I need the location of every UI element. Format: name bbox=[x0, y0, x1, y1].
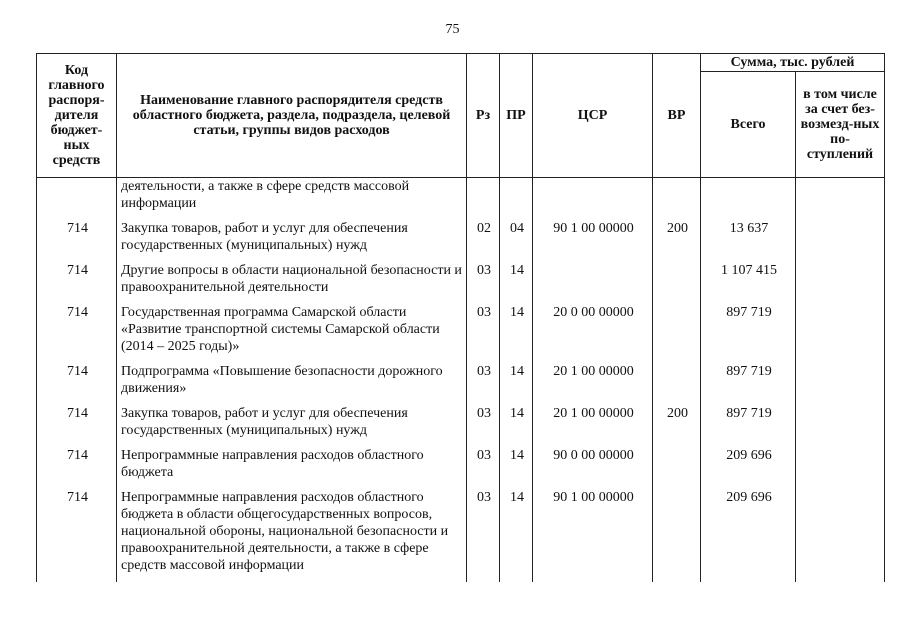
row-vr bbox=[653, 262, 701, 304]
row-vr bbox=[653, 363, 701, 405]
table-row bbox=[37, 489, 885, 582]
row-vr bbox=[653, 304, 701, 363]
header-total: Всего bbox=[701, 72, 796, 178]
row-total: 897 719 bbox=[701, 405, 796, 447]
continuation-text: деятельности, а также в сфере средств массовой информации bbox=[117, 178, 467, 221]
table-row bbox=[37, 405, 885, 447]
row-vr bbox=[653, 447, 701, 489]
table-body bbox=[37, 178, 885, 583]
row-pr: 14 bbox=[500, 447, 533, 489]
row-pr: 04 bbox=[500, 220, 533, 262]
row-gratuitous bbox=[796, 262, 885, 304]
row-vr: 200 bbox=[653, 220, 701, 262]
row-gratuitous bbox=[796, 363, 885, 405]
row-pr: 14 bbox=[500, 405, 533, 447]
row-name: Другие вопросы в области национальной безопасности и правоохранительной деятельности bbox=[117, 262, 467, 304]
row-pr: 14 bbox=[500, 363, 533, 405]
row-gratuitous bbox=[796, 447, 885, 489]
row-rz: 03 bbox=[467, 363, 500, 405]
row-pr: 14 bbox=[500, 304, 533, 363]
row-csr: 90 0 00 00000 bbox=[533, 447, 653, 489]
row-csr: 90 1 00 00000 bbox=[533, 489, 653, 582]
row-name: Подпрограмма «Повышение безопасности дорожного движения» bbox=[117, 363, 467, 405]
row-total: 897 719 bbox=[701, 304, 796, 363]
row-pr: 14 bbox=[500, 262, 533, 304]
row-csr: 20 1 00 00000 bbox=[533, 405, 653, 447]
row-code: 714 bbox=[37, 363, 117, 405]
header-name: Наименование главного распорядителя средств областного бюджета, раздела, подраздела, целевой статьи, группы видов расходов bbox=[117, 54, 467, 178]
continuation-row bbox=[37, 178, 885, 221]
header-rz: Рз bbox=[467, 54, 500, 178]
row-total: 897 719 bbox=[701, 363, 796, 405]
header-vr: ВР bbox=[653, 54, 701, 178]
row-csr: 90 1 00 00000 bbox=[533, 220, 653, 262]
page-number: 75 bbox=[445, 22, 460, 37]
row-total: 1 107 415 bbox=[701, 262, 796, 304]
row-rz: 03 bbox=[467, 262, 500, 304]
row-rz: 03 bbox=[467, 304, 500, 363]
row-rz: 03 bbox=[467, 447, 500, 489]
row-name: Закупка товаров, работ и услуг для обеспечения государственных (муниципальных) нужд bbox=[117, 405, 467, 447]
row-gratuitous bbox=[796, 405, 885, 447]
row-name: Непрограммные направления расходов областного бюджета в области общегосударственных вопросов, национальной обороны, национальной безопасности и правоохранительной деятельности, а также в сфере средств массовой информации bbox=[117, 489, 467, 582]
row-code: 714 bbox=[37, 304, 117, 363]
table-row bbox=[37, 304, 885, 363]
header-sum: Сумма, тыс. рублей bbox=[701, 54, 885, 72]
row-code: 714 bbox=[37, 447, 117, 489]
row-total: 13 637 bbox=[701, 220, 796, 262]
row-name: Государственная программа Самарской области «Развитие транспортной системы Самарской области (2014 – 2025 годы)» bbox=[117, 304, 467, 363]
row-total: 209 696 bbox=[701, 489, 796, 582]
row-csr: 20 0 00 00000 bbox=[533, 304, 653, 363]
row-gratuitous bbox=[796, 304, 885, 363]
header-pr: ПР bbox=[500, 54, 533, 178]
row-rz: 03 bbox=[467, 489, 500, 582]
row-name: Закупка товаров, работ и услуг для обеспечения государственных (муниципальных) нужд bbox=[117, 220, 467, 262]
header-code: Код главного распоря-дителя бюджет-ных средств bbox=[37, 54, 117, 178]
row-gratuitous bbox=[796, 489, 885, 582]
row-csr bbox=[533, 262, 653, 304]
row-code: 714 bbox=[37, 262, 117, 304]
row-code: 714 bbox=[37, 220, 117, 262]
budget-table bbox=[36, 53, 885, 582]
row-code: 714 bbox=[37, 489, 117, 582]
table-row bbox=[37, 220, 885, 262]
table-header bbox=[37, 54, 885, 178]
header-gratuitous: в том числе за счет без-возмезд-ных по-ступлений bbox=[796, 72, 885, 178]
row-gratuitous bbox=[796, 220, 885, 262]
row-rz: 03 bbox=[467, 405, 500, 447]
row-vr: 200 bbox=[653, 405, 701, 447]
row-total: 209 696 bbox=[701, 447, 796, 489]
row-rz: 02 bbox=[467, 220, 500, 262]
table-row bbox=[37, 262, 885, 304]
table-row bbox=[37, 447, 885, 489]
header-csr: ЦСР bbox=[533, 54, 653, 178]
row-csr: 20 1 00 00000 bbox=[533, 363, 653, 405]
row-pr: 14 bbox=[500, 489, 533, 582]
row-name: Непрограммные направления расходов областного бюджета bbox=[117, 447, 467, 489]
table-row bbox=[37, 363, 885, 405]
row-vr bbox=[653, 489, 701, 582]
row-code: 714 bbox=[37, 405, 117, 447]
